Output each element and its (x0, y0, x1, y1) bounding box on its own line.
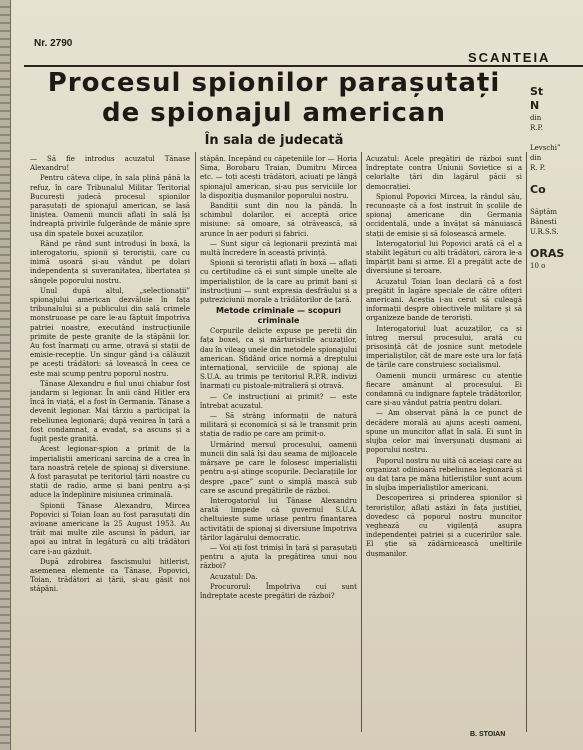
column-divider-1 (195, 152, 196, 732)
adjacent-article-column (530, 85, 583, 735)
paragraph: Tănase Alexandru e fiul unui chiabur fost jandarm și legionar. În anii când Hitler era încă în viață, el a fost în Germania. Tănase a devenit legionar. Mai târziu a participat la rebeliunea legionară; după venirea în țară a fost condamnat, a evadat, s-a ascuns și a fugit peste graniță. (30, 379, 190, 444)
side-heading: N (530, 99, 540, 112)
masthead: SCANTEIA (468, 50, 551, 65)
paragraph: Spionii și teroriștii aflați în boxă — aflați cu certitudine că ei sunt simple unelte ale imperialiștilor, de la care au primit bani și instrucțiuni — sunt expresia desfrâului și a putreziciunii morale a trădătorilor de țară. (200, 259, 357, 305)
article-title (24, 68, 524, 128)
paragraph: Corpurile delicte expuse pe pereții din fața boxei, ca și mărturisirile acuzaților, dau în vileag unele din metodele spionajului american. Sfidând orice normă a dreptului internațional, serviciile de spionaj ale S.U.A. au trimis pe teritoriul R.P.R. indivizi înarmați cu pistoale-mitralieră și otravă. (200, 327, 357, 391)
paragraph: Interogatoriul lui Popovici arată că el a stabilit legături cu alți trădători, cărora le-a împărțit bani și arme. El a pregătit acte de diversiune și teroare. (366, 239, 522, 276)
side-line: R. P. (530, 164, 546, 172)
binding-edge (0, 0, 11, 750)
author-signature: B. STOIAN (470, 731, 506, 738)
issue-number: Nr. 2790 (34, 38, 73, 49)
side-heading: St (530, 85, 544, 98)
paragraph: Poporul nostru nu uită că aceiași care au organizat odinioară rebeliunea legionară și au dat țara pe mâna hitleriștilor sunt acum în slujba imperialiștilor americani. (366, 456, 522, 493)
paragraph: Acest legionar-spion a primit de la imperialiștii americani sarcina de a crea în țara noastră rețele de spionaj și diversiune. A fost parașutat pe teritoriul țării noastre cu stații de radio, arme și bani pentru a-și aduce la îndeplinire misiunea criminală. (30, 445, 190, 500)
paragraph: Acuzatul: Da. (210, 572, 258, 581)
paragraph: Rând pe rând sunt introduși în boxă, la interogatoriu, spionii și teroriștii, care cu inimă ușoară și-au vândut pe dolari independența și suveranitatea, libertatea și sângele poporului nostru. (30, 239, 190, 285)
article-column-2 (200, 155, 357, 730)
article-title-line-2: de spionajul american (101, 98, 447, 128)
side-line (530, 173, 583, 183)
article-column-3 (366, 155, 522, 727)
side-line (530, 237, 583, 247)
paragraph: Oamenii muncii urmăresc cu atenție fiecare amănunt al procesului. Ei condamnă cu indignare faptele trădătorilor, care și-au vândut patria pentru dolari. (366, 371, 522, 408)
paragraph: Unul după altul, „selecționații” spionajului american dezvăluie în fața tribunalului și a publicului din sală crimele monstruoase pe care le-au făptuit împotriva patriei noastre, executând instrucțiunile primite de peste granițe de la stăpânii lor. Au fost înarmați cu arme, otravă și stații de emisie-recepție. Un singur gând i-a călăuzit pe acești trădători: să lovească în ceea ce este mai scump pentru poporul nostru. (30, 286, 190, 378)
side-line: 10 o (530, 262, 546, 270)
paragraph: După zdrobirea fascismului hitlerist, asemenea elemente ca Tănase, Popovici, Toian, trădători ai țării, și-au găsit noi stăpâni. (30, 557, 190, 594)
paragraph: — Am observat până la ce punct de decădere morală au ajuns acești oameni, spune un muncitor aflat în sală. Ei sunt în slujba celor mai înverșunați dușmani ai poporului nostru. (366, 409, 522, 455)
side-line: R.P. (530, 124, 544, 132)
paragraph: Acuzatul Toian Ioan declară că a fost pregătit în lagăre speciale de către ofițeri americani. Aceștia i-au cerut să culeagă informații despre obiectivele militare și să organizeze bande de teroriști. (366, 277, 522, 323)
paragraph: Procurorul: Împotriva cui sunt îndreptate aceste pregătiri de război? (200, 582, 357, 600)
article-subtitle: În sala de judecată (204, 133, 344, 148)
paragraph: Interogatoriul lui Tănase Alexandru arată limpede că guvernul S.U.A. cheltuiește sume uriașe pentru finanțarea activității de spionaj și diversiune împotriva țărilor lagărului democratic. (200, 496, 357, 542)
paragraph: — Sunt sigur că legionarii prezintă mai multă încredere în această privință. (200, 239, 357, 258)
paragraph: Pentru câteva clipe, în sala plină până la refuz, în care Tribunalul Militar Teritorial București judecă procesul spionilor parașutați de spionajul american, se lasă liniștea. Oamenii muncii aflați în sală își îndreaptă privirile fulgerânde de mânie spre ușa din spatele boxei acuzaților. (30, 174, 190, 238)
header-rule (24, 65, 583, 67)
side-heading: ORAS (530, 247, 565, 260)
column-divider-3 (526, 152, 527, 732)
paragraph: Descoperirea și prinderea spionilor și teroriștilor, aflați astăzi în fața justiției, dovedesc că poporul nostru muncitor veghează cu vigilență asupra independenței patriei și a cuceririlor sale. El știe să zădărnicească uneltirile dușmanilor. (366, 494, 522, 558)
side-line: U.R.S.S. (530, 228, 559, 236)
side-line (530, 197, 583, 207)
side-heading: Co (530, 183, 546, 196)
paragraph: — Să strâng informații de natură militară și economică și să le transmit prin stația de radio pe care am primit-o. (200, 412, 357, 439)
column-divider-2 (361, 152, 362, 732)
side-line: Levschi” (530, 144, 561, 152)
paragraph: Acuzatul: Acele pregătiri de război sunt îndreptate contra Uniunii Sovietice și a celorlalte țări din lagărul păcii și democrației. (366, 155, 522, 191)
paragraph: — Ce instrucțiuni ai primit? — este întrebat acuzatul. (200, 392, 357, 410)
paragraph: Spionii Tănase Alexandru, Mircea Popovici și Toian Ioan au fost parașutați din avioane americane la 25 August 1953. Au trăit mai multe zile ascunși în păduri, iar apoi au intrat în legătură cu alți trădători care i-au găzduit. (30, 501, 190, 556)
side-line: din (530, 114, 542, 122)
paragraph: — Să fie introdus acuzatul Tănase Alexandru! (30, 155, 190, 173)
section-heading: Metode criminale — scopuri criminale (215, 306, 342, 326)
side-line (530, 133, 583, 143)
article-title-line-1: Procesul spionilor parașutați (47, 68, 501, 98)
side-line: din (530, 154, 542, 162)
paragraph: Spionul Popovici Mircea, la rândul său, recunoaște că a fost instruit în școlile de spionaj americane din Germania occidentală, unde a învățat să mânuiască stații de emisie și să folosească armele. (366, 192, 522, 238)
side-line: Bănesti (530, 218, 557, 226)
paragraph: stăpân. Începând cu căpeteniile lor — Horia Sima, Borobaru Traian, Dumitru Mircea etc. — toți acești trădători, aciuați pe lângă spionajul american, și-au pus serviciile lor la dispoziția dușmanilor poporului nostru. (200, 155, 357, 200)
paragraph: Urmărind mersul procesului, oamenii muncii din sală își dau seama de mijloacele mârșave pe care le folosesc imperialiștii pentru a-și atinge scopurile. Declarațiile lor despre „pace” sunt o simplă mască sub care se ascund pregătirile de război. (200, 440, 357, 495)
paragraph: Interogatoriul luat acuzaților, ca și întreg mersul procesului, arată cu prisosință cât de josnice sunt metodele imperialiștilor, cât de mare este ura lor față de țările care construiesc socialismul. (366, 324, 522, 370)
paragraph: — Voi ați fost trimiși în țară și parașutați pentru a ajuta la pregătirea unui nou război? (200, 543, 357, 571)
side-line: Săptăm (530, 208, 558, 216)
article-column-1 (30, 155, 190, 730)
paragraph: Bandiții sunt din nou la pândă. În schimbul dolarilor, ei acceptă orice misiune: să omoare, să otrăvească, să arunce în aer poduri și fabrici. (200, 202, 357, 238)
